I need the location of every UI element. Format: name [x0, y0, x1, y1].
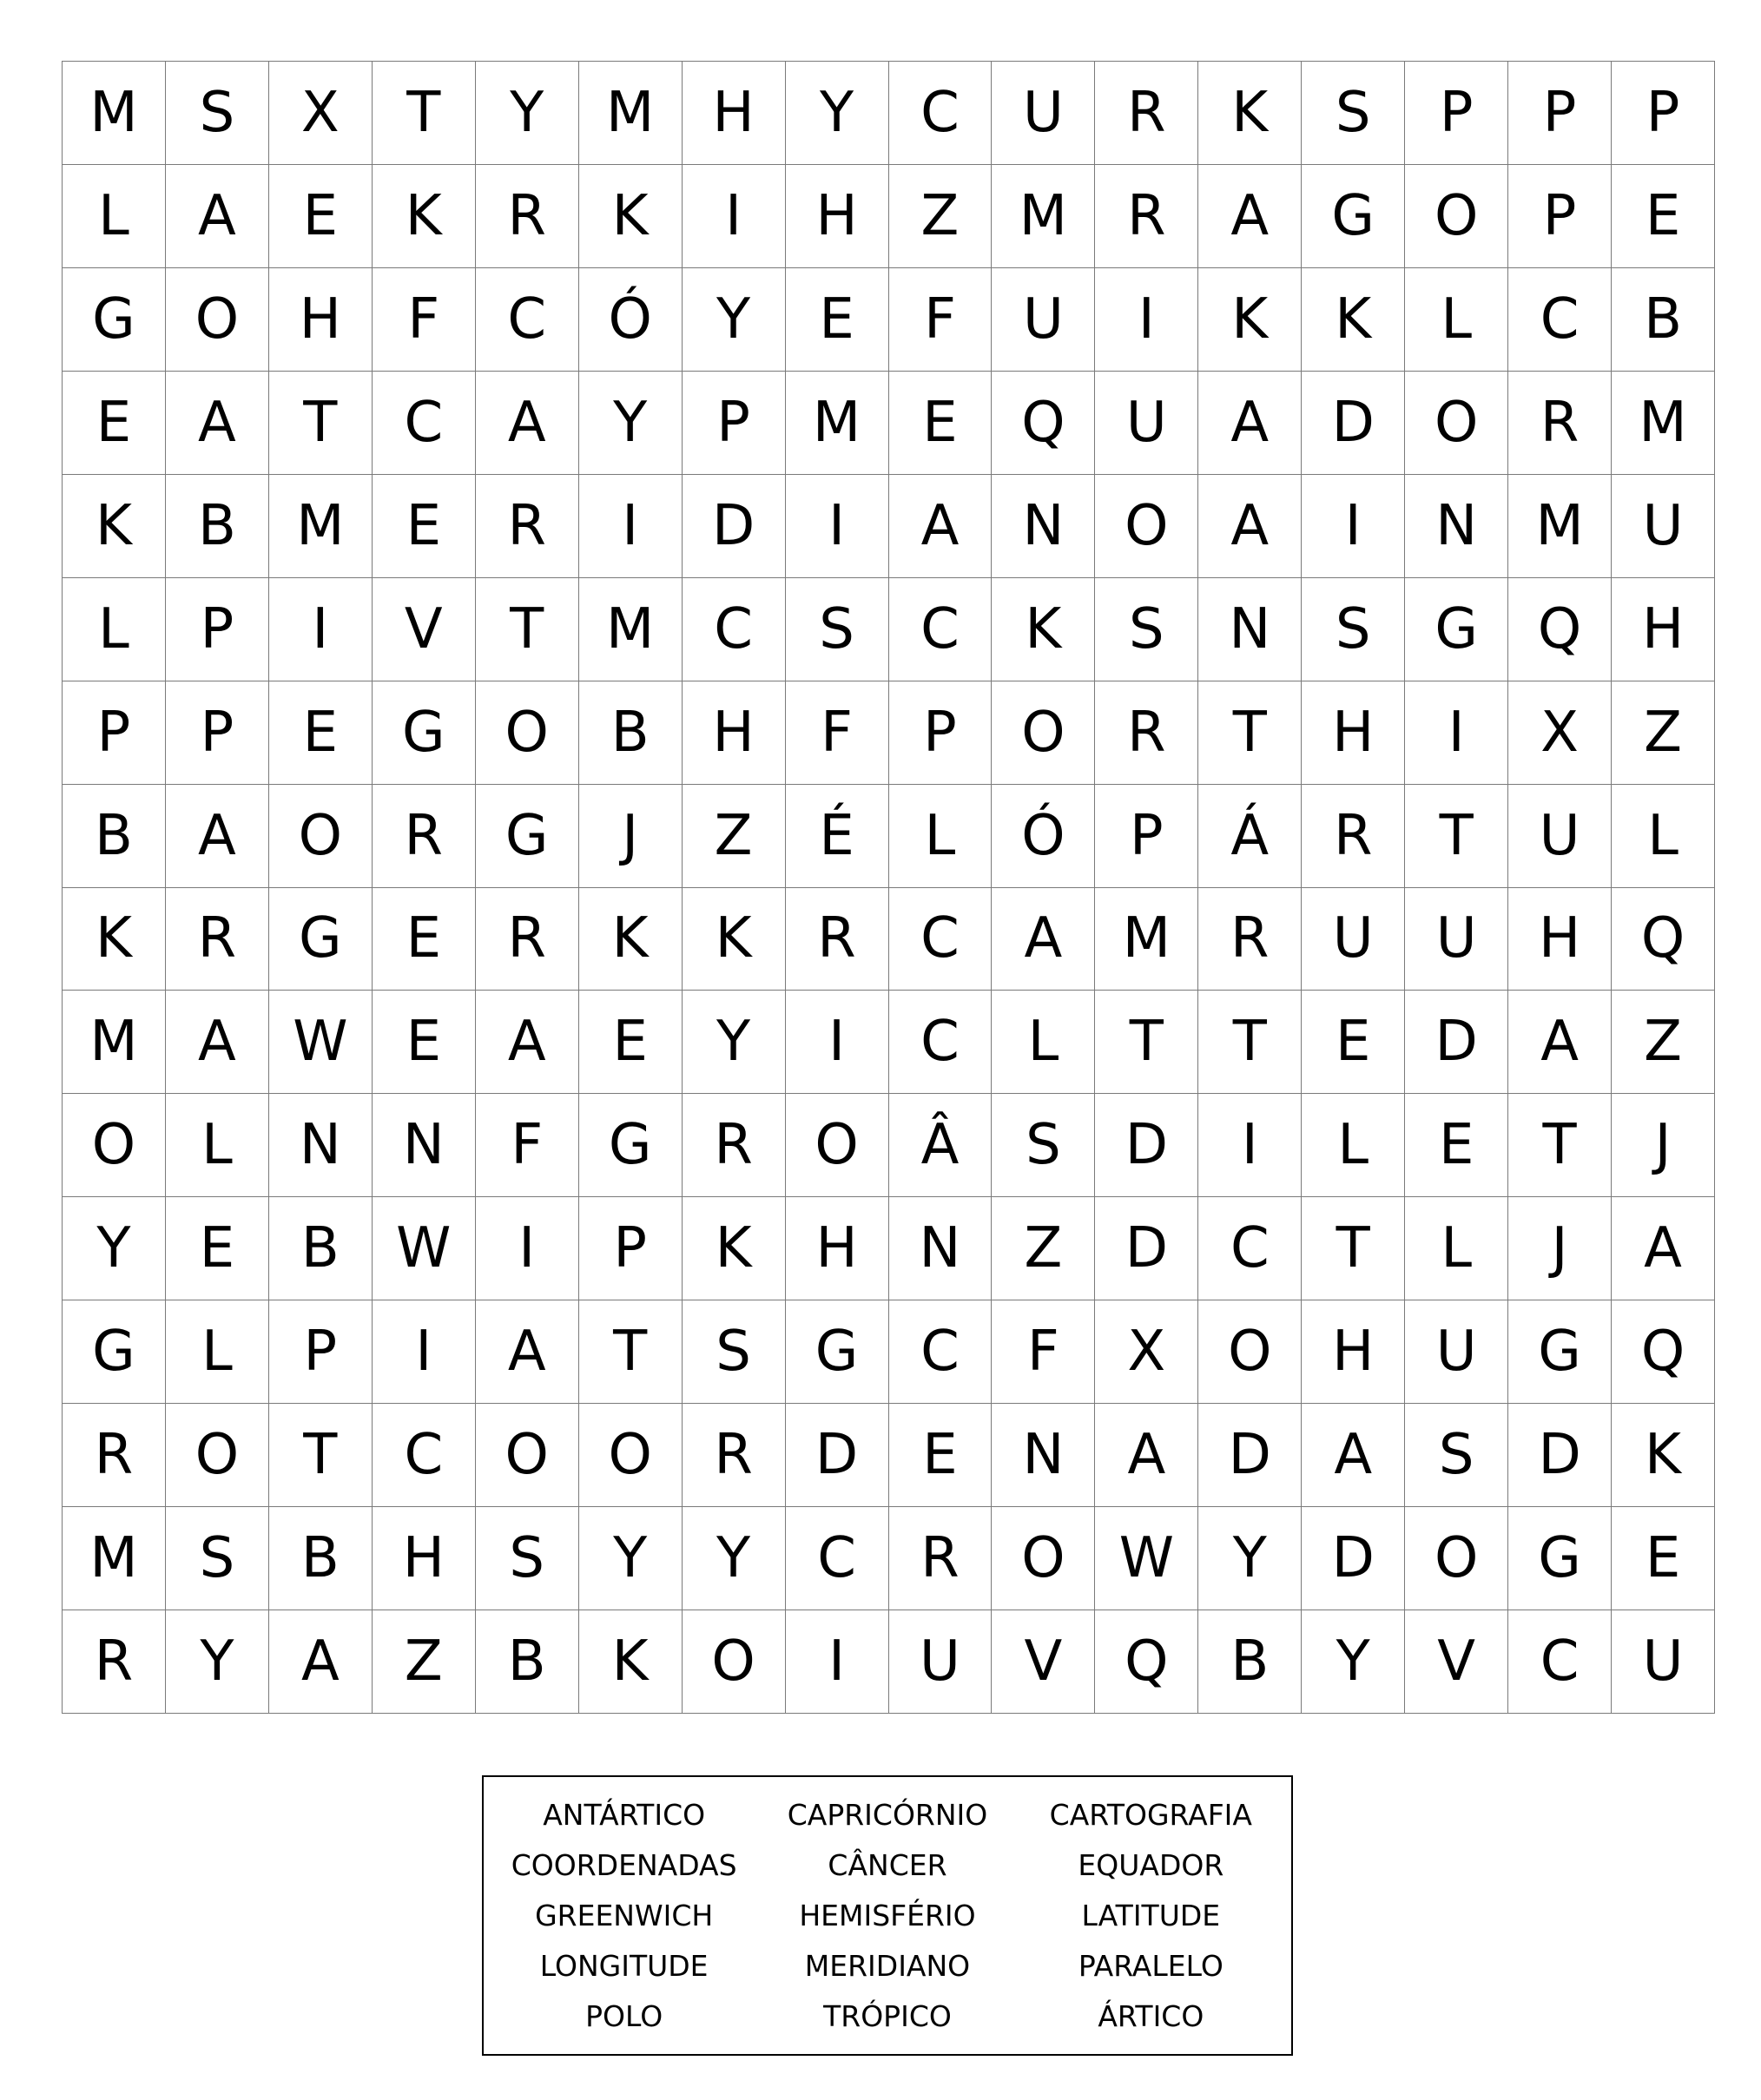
- grid-cell[interactable]: R: [1095, 62, 1198, 165]
- word-list-item: HEMISFÉRIO: [799, 1898, 976, 1932]
- grid-cell[interactable]: M: [63, 1507, 166, 1610]
- grid-cell[interactable]: K: [579, 1610, 683, 1714]
- grid-cell[interactable]: T: [373, 62, 476, 165]
- grid-cell[interactable]: P: [1508, 165, 1612, 268]
- grid-cell[interactable]: W: [269, 991, 373, 1094]
- grid-cell[interactable]: R: [1198, 888, 1302, 991]
- grid-cell[interactable]: J: [579, 785, 683, 888]
- grid-cell[interactable]: H: [683, 62, 786, 165]
- grid-cell[interactable]: P: [63, 681, 166, 785]
- grid-cell[interactable]: H: [269, 268, 373, 372]
- grid-cell[interactable]: A: [1302, 1404, 1405, 1507]
- word-list-item: CÂNCER: [828, 1847, 947, 1882]
- grid-cell[interactable]: B: [269, 1507, 373, 1610]
- grid-cell[interactable]: B: [166, 475, 269, 578]
- grid-cell[interactable]: D: [1095, 1197, 1198, 1300]
- grid-cell[interactable]: P: [1405, 62, 1508, 165]
- grid-cell[interactable]: O: [1405, 1507, 1508, 1610]
- grid-cell[interactable]: U: [1302, 888, 1405, 991]
- grid-cell[interactable]: M: [1508, 475, 1612, 578]
- grid-cell[interactable]: E: [373, 991, 476, 1094]
- grid-cell[interactable]: K: [1198, 268, 1302, 372]
- grid-cell[interactable]: Ó: [579, 268, 683, 372]
- grid-cell[interactable]: U: [1612, 1610, 1715, 1714]
- grid-cell[interactable]: J: [1612, 1094, 1715, 1197]
- grid-cell[interactable]: O: [476, 1404, 579, 1507]
- grid-cell[interactable]: P: [889, 681, 993, 785]
- grid-cell[interactable]: R: [683, 1094, 786, 1197]
- grid-cell[interactable]: R: [1095, 681, 1198, 785]
- grid-cell[interactable]: D: [786, 1404, 889, 1507]
- grid-cell[interactable]: D: [1405, 991, 1508, 1094]
- grid-cell[interactable]: K: [1198, 62, 1302, 165]
- grid-cell[interactable]: G: [63, 1300, 166, 1404]
- word-list-item: MERIDIANO: [804, 1949, 971, 1984]
- grid-cell[interactable]: L: [1612, 785, 1715, 888]
- grid-cell[interactable]: G: [1405, 578, 1508, 681]
- grid-cell[interactable]: R: [63, 1610, 166, 1714]
- grid-cell[interactable]: N: [1198, 578, 1302, 681]
- grid-cell[interactable]: C: [1508, 268, 1612, 372]
- word-list-item: EQUADOR: [1078, 1847, 1224, 1882]
- grid-cell[interactable]: M: [992, 165, 1095, 268]
- grid-cell[interactable]: T: [476, 578, 579, 681]
- grid-cell[interactable]: G: [1302, 165, 1405, 268]
- grid-cell[interactable]: R: [476, 165, 579, 268]
- grid-cell[interactable]: C: [889, 62, 993, 165]
- grid-cell[interactable]: S: [476, 1507, 579, 1610]
- grid-cell[interactable]: Á: [1198, 785, 1302, 888]
- grid-cell[interactable]: C: [889, 1300, 993, 1404]
- grid-cell[interactable]: L: [63, 578, 166, 681]
- grid-cell[interactable]: L: [1302, 1094, 1405, 1197]
- grid-cell[interactable]: I: [269, 578, 373, 681]
- grid-cell[interactable]: U: [1508, 785, 1612, 888]
- grid-cell[interactable]: N: [992, 1404, 1095, 1507]
- grid-cell[interactable]: A: [166, 372, 269, 475]
- grid-cell[interactable]: P: [1612, 62, 1715, 165]
- grid-cell[interactable]: C: [889, 991, 993, 1094]
- grid-cell[interactable]: A: [1198, 475, 1302, 578]
- grid-cell[interactable]: I: [579, 475, 683, 578]
- grid-cell[interactable]: P: [683, 372, 786, 475]
- grid-cell[interactable]: U: [992, 268, 1095, 372]
- grid-cell[interactable]: B: [269, 1197, 373, 1300]
- grid-cell[interactable]: F: [373, 268, 476, 372]
- grid-cell[interactable]: I: [786, 475, 889, 578]
- grid-cell[interactable]: Y: [476, 62, 579, 165]
- grid-cell[interactable]: H: [683, 681, 786, 785]
- grid-cell[interactable]: Z: [1612, 991, 1715, 1094]
- grid-cell[interactable]: O: [1405, 372, 1508, 475]
- grid-cell[interactable]: H: [1612, 578, 1715, 681]
- grid-cell[interactable]: F: [476, 1094, 579, 1197]
- grid-cell[interactable]: I: [786, 991, 889, 1094]
- grid-cell[interactable]: F: [992, 1300, 1095, 1404]
- grid-cell[interactable]: K: [683, 888, 786, 991]
- grid-cell[interactable]: O: [579, 1404, 683, 1507]
- grid-cell[interactable]: O: [269, 785, 373, 888]
- grid-cell[interactable]: A: [992, 888, 1095, 991]
- grid-cell[interactable]: O: [166, 268, 269, 372]
- grid-cell[interactable]: E: [1302, 991, 1405, 1094]
- grid-cell[interactable]: U: [992, 62, 1095, 165]
- grid-cell[interactable]: A: [1198, 165, 1302, 268]
- grid-cell[interactable]: K: [1612, 1404, 1715, 1507]
- grid-cell[interactable]: U: [1405, 1300, 1508, 1404]
- grid-cell[interactable]: S: [166, 62, 269, 165]
- grid-cell[interactable]: A: [476, 372, 579, 475]
- grid-cell[interactable]: E: [166, 1197, 269, 1300]
- grid-cell[interactable]: D: [1508, 1404, 1612, 1507]
- grid-cell[interactable]: Y: [683, 268, 786, 372]
- grid-cell[interactable]: Q: [1612, 1300, 1715, 1404]
- grid-cell[interactable]: V: [1405, 1610, 1508, 1714]
- grid-cell[interactable]: T: [1405, 785, 1508, 888]
- grid-cell[interactable]: A: [1198, 372, 1302, 475]
- grid-cell[interactable]: R: [476, 888, 579, 991]
- grid-cell[interactable]: K: [63, 475, 166, 578]
- grid-cell[interactable]: U: [1405, 888, 1508, 991]
- grid-cell[interactable]: E: [786, 268, 889, 372]
- grid-cell[interactable]: Y: [579, 1507, 683, 1610]
- grid-cell[interactable]: C: [373, 1404, 476, 1507]
- grid-cell[interactable]: H: [1302, 1300, 1405, 1404]
- grid-cell[interactable]: O: [63, 1094, 166, 1197]
- grid-cell[interactable]: K: [683, 1197, 786, 1300]
- grid-cell[interactable]: C: [1198, 1197, 1302, 1300]
- grid-cell[interactable]: B: [579, 681, 683, 785]
- grid-cell[interactable]: M: [1612, 372, 1715, 475]
- grid-cell[interactable]: C: [1508, 1610, 1612, 1714]
- grid-cell[interactable]: A: [476, 1300, 579, 1404]
- grid-cell[interactable]: R: [1508, 372, 1612, 475]
- grid-cell[interactable]: G: [579, 1094, 683, 1197]
- grid-cell[interactable]: M: [579, 62, 683, 165]
- grid-cell[interactable]: H: [1508, 888, 1612, 991]
- grid-cell[interactable]: O: [166, 1404, 269, 1507]
- grid-cell[interactable]: I: [786, 1610, 889, 1714]
- grid-cell[interactable]: S: [1095, 578, 1198, 681]
- grid-cell[interactable]: K: [579, 165, 683, 268]
- grid-cell[interactable]: O: [683, 1610, 786, 1714]
- grid-cell[interactable]: I: [683, 165, 786, 268]
- grid-cell[interactable]: E: [1612, 165, 1715, 268]
- grid-cell[interactable]: H: [786, 165, 889, 268]
- grid-cell[interactable]: M: [63, 62, 166, 165]
- grid-cell[interactable]: U: [1612, 475, 1715, 578]
- grid-cell[interactable]: S: [1302, 62, 1405, 165]
- word-list-item: GREENWICH: [535, 1898, 714, 1932]
- grid-cell[interactable]: Y: [683, 991, 786, 1094]
- grid-cell[interactable]: A: [1095, 1404, 1198, 1507]
- grid-cell[interactable]: T: [579, 1300, 683, 1404]
- grid-cell[interactable]: P: [1508, 62, 1612, 165]
- grid-cell[interactable]: A: [476, 991, 579, 1094]
- grid-cell[interactable]: Y: [579, 372, 683, 475]
- grid-cell[interactable]: R: [889, 1507, 993, 1610]
- grid-cell[interactable]: I: [1302, 475, 1405, 578]
- grid-cell[interactable]: S: [166, 1507, 269, 1610]
- grid-cell[interactable]: O: [1095, 475, 1198, 578]
- grid-cell[interactable]: S: [786, 578, 889, 681]
- word-list-item: ÁRTICO: [1098, 1999, 1204, 2034]
- grid-cell[interactable]: T: [269, 1404, 373, 1507]
- grid-cell[interactable]: C: [476, 268, 579, 372]
- grid-cell[interactable]: O: [992, 1507, 1095, 1610]
- grid-cell[interactable]: M: [579, 578, 683, 681]
- grid-cell[interactable]: P: [1095, 785, 1198, 888]
- grid-cell[interactable]: O: [1405, 165, 1508, 268]
- grid-cell[interactable]: G: [476, 785, 579, 888]
- grid-cell[interactable]: E: [269, 165, 373, 268]
- grid-cell[interactable]: W: [373, 1197, 476, 1300]
- grid-cell[interactable]: Y: [1302, 1610, 1405, 1714]
- grid-cell[interactable]: A: [889, 475, 993, 578]
- grid-cell[interactable]: O: [1198, 1300, 1302, 1404]
- grid-cell[interactable]: R: [1095, 165, 1198, 268]
- grid-cell[interactable]: B: [476, 1610, 579, 1714]
- grid-cell[interactable]: M: [1095, 888, 1198, 991]
- grid-cell[interactable]: C: [683, 578, 786, 681]
- grid-cell[interactable]: V: [992, 1610, 1095, 1714]
- grid-cell[interactable]: G: [1508, 1507, 1612, 1610]
- grid-cell[interactable]: L: [166, 1300, 269, 1404]
- word-list-item: LATITUDE: [1081, 1898, 1221, 1932]
- grid-cell[interactable]: D: [1302, 1507, 1405, 1610]
- grid-cell[interactable]: C: [373, 372, 476, 475]
- word-list-item: ANTÁRTICO: [543, 1797, 706, 1832]
- grid-cell[interactable]: C: [786, 1507, 889, 1610]
- grid-cell[interactable]: O: [786, 1094, 889, 1197]
- grid-cell[interactable]: K: [373, 165, 476, 268]
- grid-cell[interactable]: Z: [373, 1610, 476, 1714]
- grid-cell[interactable]: R: [683, 1404, 786, 1507]
- grid-cell[interactable]: T: [1302, 1197, 1405, 1300]
- grid-cell[interactable]: G: [786, 1300, 889, 1404]
- grid-cell[interactable]: H: [373, 1507, 476, 1610]
- grid-cell[interactable]: E: [1405, 1094, 1508, 1197]
- grid-cell[interactable]: K: [1302, 268, 1405, 372]
- grid-cell[interactable]: E: [269, 681, 373, 785]
- grid-cell[interactable]: Â: [889, 1094, 993, 1197]
- grid-cell[interactable]: S: [683, 1300, 786, 1404]
- grid-cell[interactable]: D: [1095, 1094, 1198, 1197]
- grid-cell[interactable]: N: [373, 1094, 476, 1197]
- grid-cell[interactable]: C: [889, 888, 993, 991]
- grid-cell[interactable]: B: [1198, 1610, 1302, 1714]
- word-list-item: CAPRICÓRNIO: [787, 1797, 988, 1832]
- grid-cell[interactable]: D: [1302, 372, 1405, 475]
- grid-cell[interactable]: L: [63, 165, 166, 268]
- grid-cell[interactable]: A: [1508, 991, 1612, 1094]
- grid-cell[interactable]: W: [1095, 1507, 1198, 1610]
- grid-cell[interactable]: U: [889, 1610, 993, 1714]
- grid-cell[interactable]: P: [579, 1197, 683, 1300]
- grid-cell[interactable]: N: [992, 475, 1095, 578]
- grid-cell[interactable]: G: [373, 681, 476, 785]
- grid-cell[interactable]: P: [269, 1300, 373, 1404]
- grid-cell[interactable]: K: [63, 888, 166, 991]
- grid-cell[interactable]: I: [1095, 268, 1198, 372]
- grid-cell[interactable]: T: [1198, 681, 1302, 785]
- grid-cell[interactable]: L: [889, 785, 993, 888]
- grid-cell[interactable]: B: [1612, 268, 1715, 372]
- word-list-item: LONGITUDE: [539, 1949, 709, 1984]
- grid-cell[interactable]: A: [1612, 1197, 1715, 1300]
- grid-cell[interactable]: F: [786, 681, 889, 785]
- grid-cell[interactable]: G: [63, 268, 166, 372]
- grid-cell[interactable]: G: [1508, 1300, 1612, 1404]
- grid-cell[interactable]: A: [166, 165, 269, 268]
- grid-cell[interactable]: M: [786, 372, 889, 475]
- grid-cell[interactable]: X: [269, 62, 373, 165]
- grid-cell[interactable]: D: [683, 475, 786, 578]
- grid-cell[interactable]: Y: [683, 1507, 786, 1610]
- grid-cell[interactable]: N: [269, 1094, 373, 1197]
- grid-cell[interactable]: Ó: [992, 785, 1095, 888]
- grid-cell[interactable]: I: [1198, 1094, 1302, 1197]
- grid-cell[interactable]: Y: [166, 1610, 269, 1714]
- grid-cell[interactable]: Z: [683, 785, 786, 888]
- grid-cell[interactable]: Y: [786, 62, 889, 165]
- word-list-item: CARTOGRAFIA: [1049, 1797, 1252, 1832]
- grid-cell[interactable]: T: [269, 372, 373, 475]
- grid-cell[interactable]: S: [1302, 578, 1405, 681]
- grid-cell[interactable]: H: [1302, 681, 1405, 785]
- grid-cell[interactable]: E: [63, 372, 166, 475]
- grid-cell[interactable]: I: [373, 1300, 476, 1404]
- grid-cell[interactable]: O: [476, 681, 579, 785]
- grid-cell[interactable]: S: [992, 1094, 1095, 1197]
- grid-cell[interactable]: E: [373, 475, 476, 578]
- grid-cell[interactable]: E: [1612, 1507, 1715, 1610]
- grid-cell[interactable]: Z: [1612, 681, 1715, 785]
- grid-cell[interactable]: L: [1405, 268, 1508, 372]
- grid-cell[interactable]: Q: [1095, 1610, 1198, 1714]
- grid-cell[interactable]: I: [476, 1197, 579, 1300]
- grid-cell[interactable]: A: [269, 1610, 373, 1714]
- grid-cell[interactable]: Q: [992, 372, 1095, 475]
- grid-cell[interactable]: L: [1405, 1197, 1508, 1300]
- grid-cell[interactable]: B: [63, 785, 166, 888]
- grid-cell[interactable]: E: [373, 888, 476, 991]
- grid-cell[interactable]: R: [373, 785, 476, 888]
- grid-cell[interactable]: V: [373, 578, 476, 681]
- grid-cell[interactable]: R: [1302, 785, 1405, 888]
- word-list-item: TRÓPICO: [823, 1999, 952, 2034]
- grid-cell[interactable]: T: [1508, 1094, 1612, 1197]
- grid-cell[interactable]: Y: [63, 1197, 166, 1300]
- grid-cell[interactable]: R: [166, 888, 269, 991]
- grid-cell[interactable]: K: [579, 888, 683, 991]
- grid-cell[interactable]: I: [1405, 681, 1508, 785]
- grid-cell[interactable]: M: [269, 475, 373, 578]
- grid-cell[interactable]: P: [166, 578, 269, 681]
- grid-cell[interactable]: É: [786, 785, 889, 888]
- grid-cell[interactable]: Y: [1198, 1507, 1302, 1610]
- grid-cell[interactable]: P: [166, 681, 269, 785]
- grid-cell[interactable]: Z: [992, 1197, 1095, 1300]
- grid-cell[interactable]: X: [1508, 681, 1612, 785]
- grid-cell[interactable]: T: [1095, 991, 1198, 1094]
- grid-cell[interactable]: E: [579, 991, 683, 1094]
- grid-cell[interactable]: F: [889, 268, 993, 372]
- grid-cell[interactable]: J: [1508, 1197, 1612, 1300]
- grid-cell[interactable]: L: [166, 1094, 269, 1197]
- grid-cell[interactable]: R: [63, 1404, 166, 1507]
- grid-cell[interactable]: O: [992, 681, 1095, 785]
- grid-cell[interactable]: N: [1405, 475, 1508, 578]
- letter-grid: [62, 61, 1715, 1714]
- grid-cell[interactable]: Q: [1508, 578, 1612, 681]
- grid-cell[interactable]: S: [1405, 1404, 1508, 1507]
- grid-cell[interactable]: Z: [889, 165, 993, 268]
- grid-cell[interactable]: R: [786, 888, 889, 991]
- grid-cell[interactable]: K: [992, 578, 1095, 681]
- grid-cell[interactable]: Q: [1612, 888, 1715, 991]
- grid-cell[interactable]: U: [1095, 372, 1198, 475]
- grid-cell[interactable]: T: [1198, 991, 1302, 1094]
- grid-cell[interactable]: A: [166, 991, 269, 1094]
- word-list-item: PARALELO: [1078, 1949, 1223, 1984]
- grid-cell[interactable]: N: [889, 1197, 993, 1300]
- grid-cell[interactable]: A: [166, 785, 269, 888]
- grid-cell[interactable]: L: [992, 991, 1095, 1094]
- grid-cell[interactable]: X: [1095, 1300, 1198, 1404]
- grid-cell[interactable]: H: [786, 1197, 889, 1300]
- grid-cell[interactable]: D: [1198, 1404, 1302, 1507]
- word-list-item: COORDENADAS: [511, 1847, 737, 1882]
- word-list: [482, 1775, 1293, 2056]
- word-list-item: POLO: [585, 1999, 663, 2034]
- grid-cell[interactable]: C: [889, 578, 993, 681]
- grid-cell[interactable]: R: [476, 475, 579, 578]
- grid-cell[interactable]: M: [63, 991, 166, 1094]
- grid-cell[interactable]: G: [269, 888, 373, 991]
- grid-cell[interactable]: E: [889, 372, 993, 475]
- grid-cell[interactable]: E: [889, 1404, 993, 1507]
